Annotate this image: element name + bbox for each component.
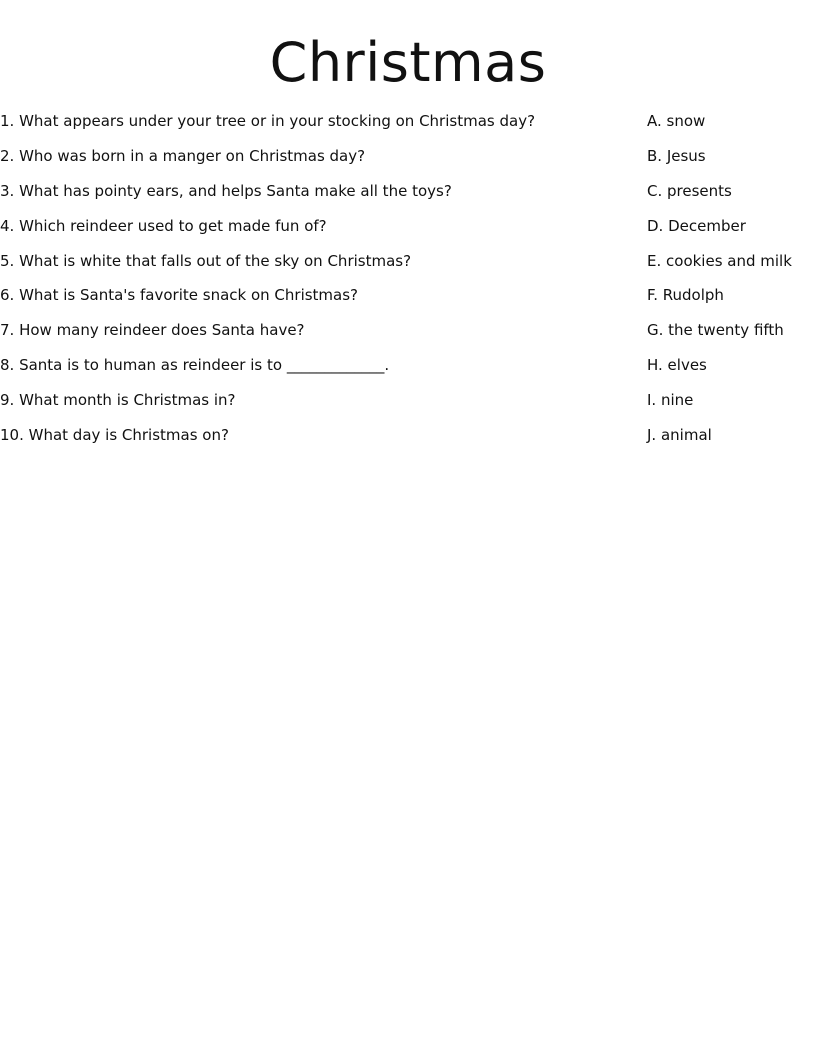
question-10: 10. What day is Christmas on? — [0, 426, 229, 445]
matching-row — [0, 215, 816, 250]
answer-c: C. presents — [647, 181, 732, 200]
matching-row — [0, 145, 816, 180]
answer-d: D. December — [647, 216, 746, 235]
matching-row — [0, 319, 816, 354]
matching-row — [0, 250, 816, 285]
matching-row — [0, 180, 816, 215]
question-1: 1. What appears under your tree or in your stocking on Christmas day? — [0, 112, 536, 130]
question-6: 6. What is Santa's favorite snack on Christmas? — [0, 286, 359, 305]
matching-row — [0, 284, 816, 319]
answer-g: G. the twenty fifth — [647, 321, 784, 340]
matching-row — [0, 389, 816, 424]
answer-i: I. nine — [647, 391, 694, 410]
question-2: 2. Who was born in a manger on Christmas day? — [0, 146, 366, 165]
answer-e: E. cookies and milk — [647, 251, 792, 270]
answer-a: A. snow — [647, 112, 706, 130]
answer-f: F. Rudolph — [647, 286, 724, 305]
matching-row — [0, 110, 816, 145]
question-4: 4. Which reindeer used to get made fun of? — [0, 216, 327, 235]
question-3: 3. What has pointy ears, and helps Santa make all the toys? — [0, 181, 452, 200]
matching-list — [0, 110, 816, 459]
answer-h: H. elves — [647, 356, 707, 375]
question-5: 5. What is white that falls out of the sky on Christmas? — [0, 251, 412, 270]
matching-row — [0, 424, 816, 459]
answer-j: J. animal — [647, 426, 712, 445]
answer-b: B. Jesus — [647, 146, 706, 165]
matching-row — [0, 354, 816, 389]
question-7: 7. How many reindeer does Santa have? — [0, 321, 305, 340]
worksheet-title: Christmas — [269, 31, 547, 94]
question-9: 9. What month is Christmas in? — [0, 391, 236, 410]
question-8: 8. Santa is to human as reindeer is to _____________. — [0, 356, 390, 375]
